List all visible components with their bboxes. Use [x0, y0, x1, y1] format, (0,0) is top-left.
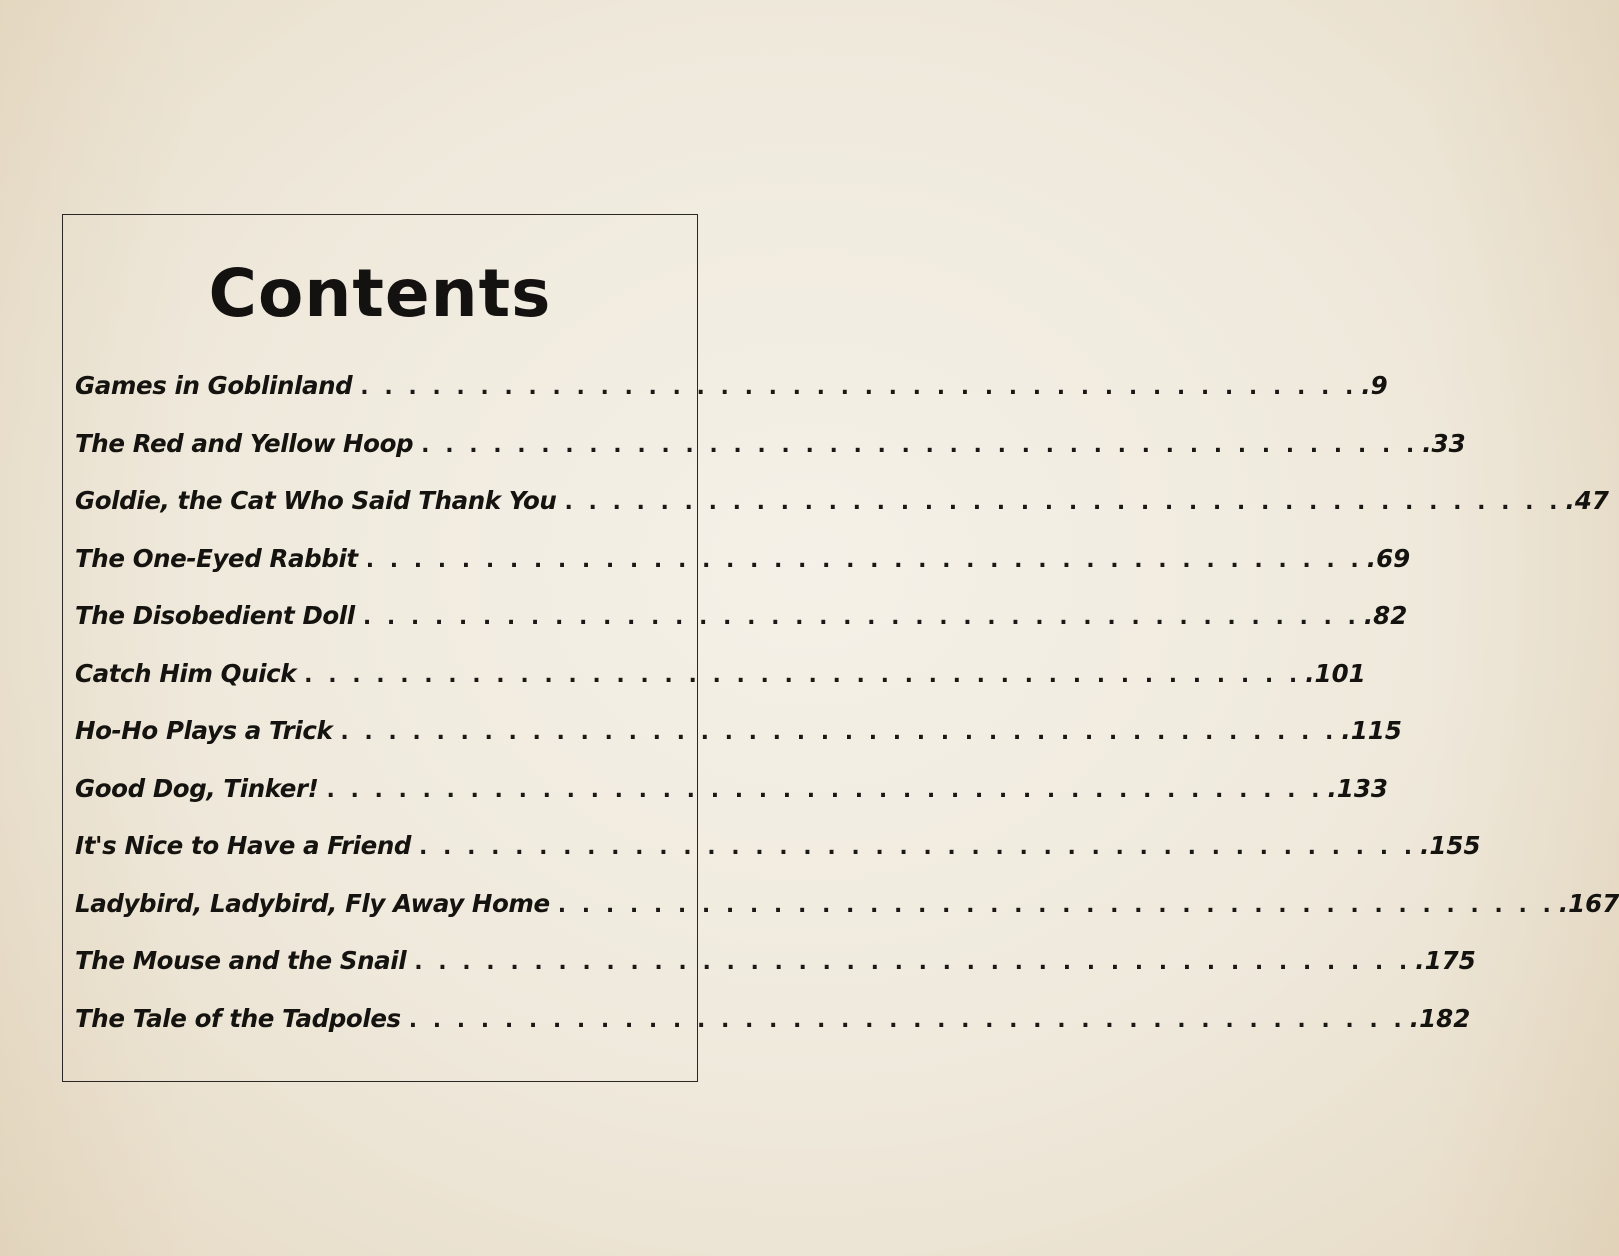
toc-entry-page: .155 [1420, 831, 1481, 860]
toc-dot-leader: . . . . . . . . . . . . . . . . . . . . . . . . . . . . . . . . . . . . . . . . . . [419, 835, 1417, 860]
toc-entry-title: The Red and Yellow Hoop [75, 428, 414, 458]
toc-dot-leader: . . . . . . . . . . . . . . . . . . . . . . . . . . . . . . . . . . . . . . . . . . [326, 777, 1324, 803]
toc-dot-leader: . . . . . . . . . . . . . . . . . . . . . . . . . . . . . . . . . . . . . . . . . . [365, 547, 1363, 573]
toc-entry-page: .47 [1565, 486, 1609, 515]
toc-entry-title: Good Dog, Tinker! [75, 773, 319, 803]
toc-entry-page: .33 [1422, 428, 1466, 458]
toc-entry-title: Goldie, the Cat Who Said Thank You [75, 486, 557, 515]
toc-dot-leader: . . . . . . . . . . . . . . . . . . . . . . . . . . . . . . . . . . . . . . . . . . [340, 720, 1338, 745]
toc-entry-page: .69 [1366, 543, 1411, 573]
toc-entry [75, 543, 1411, 602]
toc-dot-leader: . . . . . . . . . . . . . . . . . . . . . . . . . . . . . . . . . . . . . . . . . . [564, 490, 1562, 515]
toc-dot-leader: . . . . . . . . . . . . . . . . . . . . . . . . . . . . . . . . . . . . . . . . . . [421, 432, 1419, 458]
toc-entry [75, 888, 1619, 947]
toc-entry [75, 486, 1609, 544]
toc-dot-leader: . . . . . . . . . . . . . . . . . . . . . . . . . . . . . . . . . . . . . . . . . . [362, 605, 1360, 630]
toc-entry-page: .101 [1305, 658, 1366, 688]
toc-entry-title: Catch Him Quick [75, 658, 297, 688]
toc-entry-page: .82 [1363, 601, 1408, 630]
toc-entry-page: .9 [1361, 371, 1388, 400]
toc-entry [75, 658, 1366, 717]
toc-entry [75, 601, 1408, 659]
toc-entry [75, 1003, 1471, 1062]
toc-entry [75, 371, 1388, 429]
toc-entry-page: .133 [1327, 773, 1388, 803]
page-title: Contents [208, 255, 552, 332]
toc-entry-title: Ladybird, Ladybird, Fly Away Home [75, 888, 550, 918]
toc-entry-title: The One-Eyed Rabbit [75, 543, 358, 573]
toc-entry [75, 773, 1388, 832]
toc-entry-page: .182 [1409, 1003, 1471, 1033]
toc-dot-leader: . . . . . . . . . . . . . . . . . . . . . . . . . . . . . . . . . . . . . . . . . . [304, 662, 1302, 688]
toc-entry [75, 428, 1466, 487]
toc-dot-leader: . . . . . . . . . . . . . . . . . . . . . . . . . . . . . . . . . . . . . . . . . . [414, 950, 1412, 975]
toc-entry [75, 946, 1476, 1004]
toc-entry-title: Ho-Ho Plays a Trick [75, 716, 333, 745]
table-of-contents [75, 371, 1619, 1061]
contents-frame [62, 214, 1619, 1082]
toc-entry-title: The Mouse and the Snail [75, 946, 407, 975]
toc-entry-page: .175 [1415, 946, 1476, 975]
toc-entry [75, 831, 1481, 889]
toc-entry [75, 716, 1402, 774]
toc-entry-title: It's Nice to Have a Friend [75, 831, 412, 860]
toc-dot-leader: . . . . . . . . . . . . . . . . . . . . . . . . . . . . . . . . . . . . . . . . . . [360, 375, 1358, 400]
toc-entry-page: .167 [1558, 888, 1619, 918]
toc-entry-title: Games in Goblinland [75, 371, 353, 400]
toc-dot-leader: . . . . . . . . . . . . . . . . . . . . . . . . . . . . . . . . . . . . . . . . . . [557, 892, 1555, 918]
toc-entry-title: The Tale of the Tadpoles [75, 1003, 401, 1033]
toc-entry-title: The Disobedient Doll [75, 601, 355, 630]
toc-dot-leader: . . . . . . . . . . . . . . . . . . . . . . . . . . . . . . . . . . . . . . . . . . [408, 1007, 1406, 1033]
toc-entry-page: .115 [1341, 716, 1402, 745]
